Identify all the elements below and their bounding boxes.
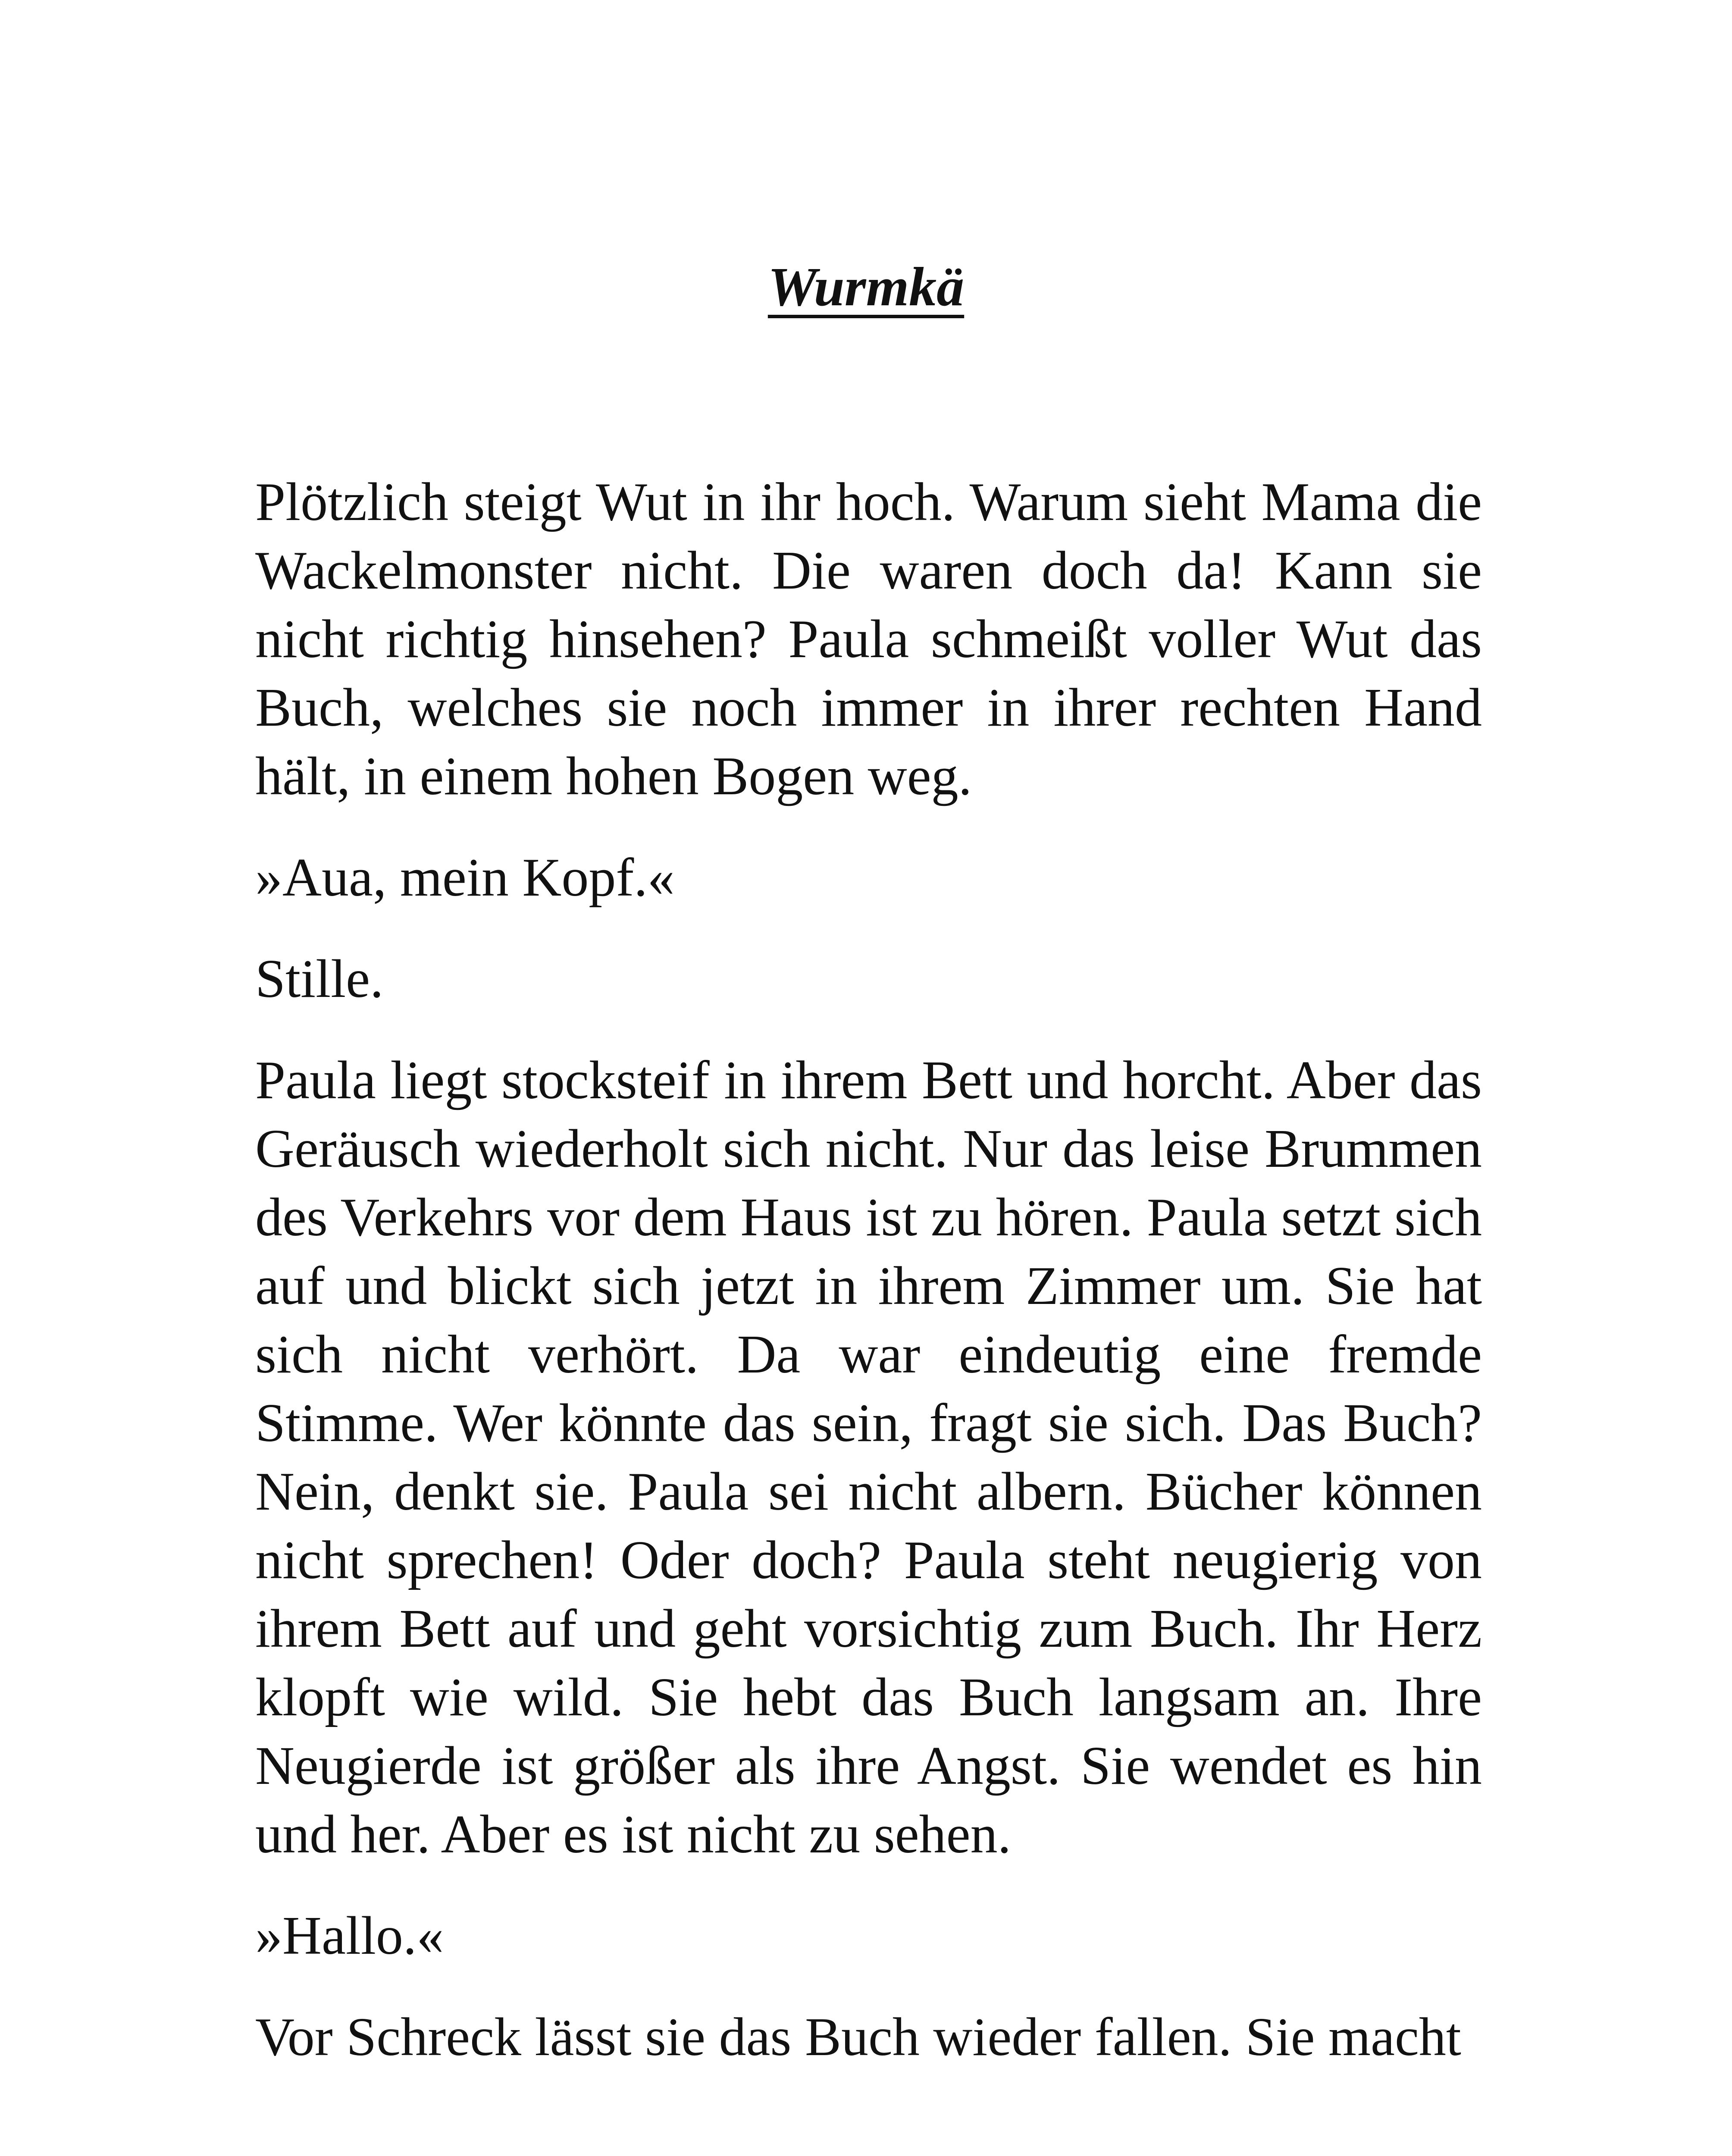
- body-text: [255, 468, 1482, 2104]
- paragraph-wut: Plötzlich steigt Wut in ihr hoch. Warum sieht Mama die Wackelmonster nicht. Die waren doch da! Kann sie nicht richtig hinsehen? Paula schmeißt voller Wut das Buch, welches sie noch immer in ihrer rechten Hand hält, in einem hohen Bogen weg.: [255, 472, 1482, 806]
- chapter-title: Wurmkä: [767, 256, 965, 317]
- dialogue-hallo: »Hallo.«: [255, 1906, 444, 1966]
- paragraph-horcht: Paula liegt stocksteif in ihrem Bett und horcht. Aber das Geräusch wiederholt sich nicht. Nur das leise Brummen des Verkehrs vor dem Haus ist zu hören. Paula setzt sich auf und blickt sich jetzt in ihrem Zimmer um. Sie hat sich nicht verhört. Da war eindeutig eine fremde Stimme. Wer könnte das sein, fragt sie sich. Das Buch? Nein, denkt sie. Paula sei nicht albern. Bücher können nicht sprechen! Oder doch? Paula steht neugierig von ihrem Bett auf und geht vorsichtig zum Buch. Ihr Herz klopft wie wild. Sie hebt das Buch langsam an. Ihre Neugierde ist größer als ihre Angst. Sie wendet es hin und her. Aber es ist nicht zu sehen.: [255, 1050, 1482, 1865]
- dialogue-aua: »Aua, mein Kopf.«: [255, 848, 675, 908]
- paragraph-schreck: Vor Schreck lässt sie das Buch wieder fallen. Sie macht: [255, 2007, 1461, 2067]
- paragraph-stille: Stille.: [255, 949, 384, 1009]
